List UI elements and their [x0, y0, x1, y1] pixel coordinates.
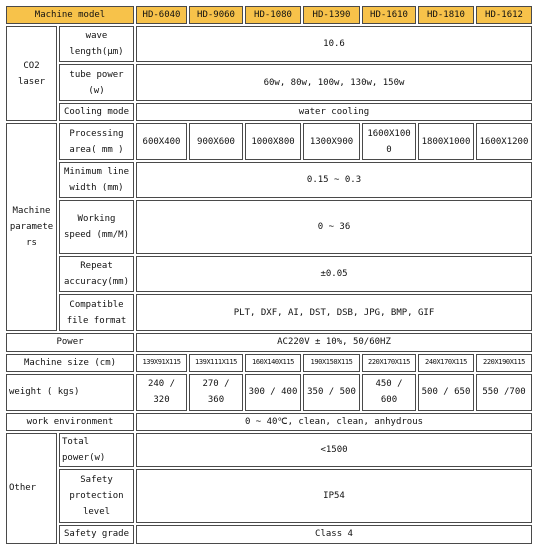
total-power-label: Total power(w) [59, 433, 134, 467]
environment-label: work environment [6, 413, 134, 431]
safety-grade-value: Class 4 [136, 525, 532, 543]
min-line-width-row [6, 162, 532, 198]
file-format-row [6, 294, 532, 331]
processing-area-cell: 1600X1000 [362, 123, 416, 160]
repeat-accuracy-label: Repeat accuracy(mm) [59, 256, 134, 292]
processing-area-cell: 600X400 [136, 123, 187, 160]
wavelength-label: wave length(μm) [59, 26, 134, 62]
environment-row [6, 413, 532, 431]
tube-power-value: 60w, 80w, 100w, 130w, 150w [136, 64, 532, 101]
power-label: Power [6, 333, 134, 351]
file-format-value: PLT, DXF, AI, DST, DSB, JPG, BMP, GIF [136, 294, 532, 331]
machine-parameters-group-label: Machine parameters [6, 123, 57, 331]
total-power-value: <1500 [136, 433, 532, 467]
processing-area-cell: 1000X800 [245, 123, 301, 160]
machine-size-cell: 139X91X115 [136, 354, 187, 372]
header-row [6, 6, 532, 24]
tube-power-row [6, 64, 532, 101]
model-header: HD-6040 [136, 6, 187, 24]
machine-size-cell: 240X170X115 [418, 354, 474, 372]
weight-cell: 550 /700 [476, 374, 532, 411]
working-speed-row [6, 200, 532, 254]
machine-size-row [6, 354, 532, 372]
repeat-accuracy-row [6, 256, 532, 292]
safety-protection-value: IP54 [136, 469, 532, 523]
weight-cell: 450 / 600 [362, 374, 416, 411]
processing-area-row [6, 123, 532, 160]
weight-cell: 240 / 320 [136, 374, 187, 411]
model-header: HD-1810 [418, 6, 474, 24]
machine-model-header: Machine model [6, 6, 134, 24]
co2-laser-group-label: CO2 laser [6, 26, 57, 121]
machine-size-cell: 139X111X115 [189, 354, 243, 372]
safety-protection-row [6, 469, 532, 523]
cooling-row [6, 103, 532, 121]
tube-power-label: tube power (w) [59, 64, 134, 101]
power-row [6, 333, 532, 351]
processing-area-cell: 1600X1200 [476, 123, 532, 160]
other-group-label: Other [6, 433, 57, 544]
cooling-mode-label: Cooling mode [59, 103, 134, 121]
processing-area-cell: 900X600 [189, 123, 243, 160]
safety-grade-row [6, 525, 532, 543]
safety-grade-label: Safety grade [59, 525, 134, 543]
working-speed-label: Working speed (mm/M) [59, 200, 134, 254]
wavelength-value: 10.6 [136, 26, 532, 62]
environment-value: 0 ~ 40℃, clean, clean, anhydrous [136, 413, 532, 431]
model-header: HD-1080 [245, 6, 301, 24]
model-header: HD-1610 [362, 6, 416, 24]
safety-protection-label: Safety protection level [59, 469, 134, 523]
total-power-row [6, 433, 532, 467]
model-header: HD-9060 [189, 6, 243, 24]
weight-cell: 270 / 360 [189, 374, 243, 411]
min-line-width-label: Minimum line width (mm) [59, 162, 134, 198]
weight-cell: 500 / 650 [418, 374, 474, 411]
machine-size-cell: 190X150X115 [303, 354, 360, 372]
processing-area-label: Processing area( mm ) [59, 123, 134, 160]
weight-label: weight ( kgs) [6, 374, 134, 411]
weight-cell: 350 / 500 [303, 374, 360, 411]
model-header: HD-1390 [303, 6, 360, 24]
weight-row [6, 374, 532, 411]
machine-size-cell: 160X140X115 [245, 354, 301, 372]
min-line-width-value: 0.15 ~ 0.3 [136, 162, 532, 198]
model-header: HD-1612 [476, 6, 532, 24]
machine-size-cell: 220X190X115 [476, 354, 532, 372]
machine-spec-table [4, 4, 534, 546]
wavelength-row [6, 26, 532, 62]
machine-size-cell: 220X170X115 [362, 354, 416, 372]
processing-area-cell: 1800X1000 [418, 123, 474, 160]
working-speed-value: 0 ~ 36 [136, 200, 532, 254]
repeat-accuracy-value: ±0.05 [136, 256, 532, 292]
weight-cell: 300 / 400 [245, 374, 301, 411]
file-format-label: Compatible file format [59, 294, 134, 331]
machine-size-label: Machine size (cm) [6, 354, 134, 372]
processing-area-cell: 1300X900 [303, 123, 360, 160]
power-value: AC220V ± 10%, 50/60HZ [136, 333, 532, 351]
cooling-mode-value: water cooling [136, 103, 532, 121]
